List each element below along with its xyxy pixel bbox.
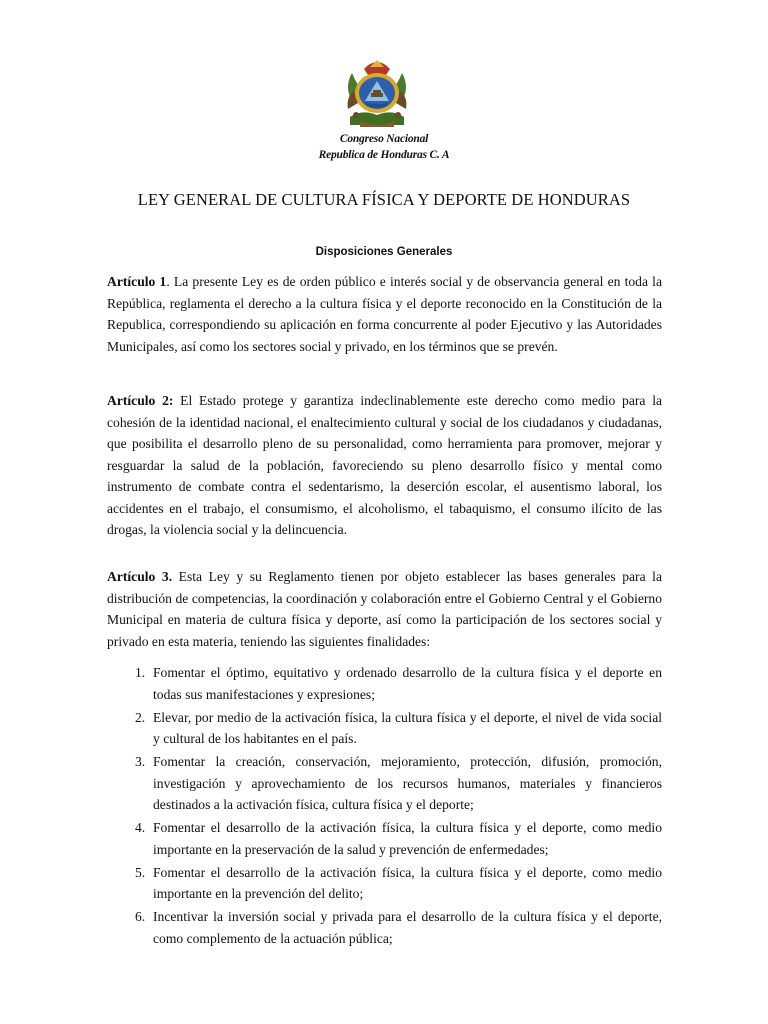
- list-item: [107, 906, 662, 949]
- article-label: Artículo 1: [107, 274, 167, 289]
- list-text: Fomentar el desarrollo de la activación física, la cultura física y el deporte, como medio importante en la preservación de la salud y prevención de enfermedades;: [153, 820, 662, 857]
- list-item: [107, 817, 662, 860]
- org-name: Congreso Nacional: [339, 133, 429, 145]
- article-text: Esta Ley y su Reglamento tienen por objeto establecer las bases generales para la distribución de competencias, la coordinación y colaboración entre el Gobierno Central y el Gobierno Municipal en materia de cultura física y deporte, así como la participación de los sectores social y privado en esta materia, teniendo las siguientes finalidades:: [107, 569, 662, 649]
- article-2: [107, 390, 662, 541]
- list-item: [107, 862, 662, 905]
- org-country: Republica de Honduras C. A: [318, 149, 450, 161]
- list-number: 1.: [135, 665, 146, 680]
- list-text: Fomentar el óptimo, equitativo y ordenado desarrollo de la cultura física y el deporte en todas sus manifestaciones y expresiones;: [153, 665, 662, 702]
- list-number: 4.: [135, 820, 146, 835]
- list-text: Fomentar el desarrollo de la activación física, la cultura física y el deporte, como medio importante en la prevención del delito;: [153, 864, 662, 901]
- article-text: El Estado protege y garantiza indeclinablemente este derecho como medio para la cohesión de la identidad nacional, el enaltecimiento cultural y social de los ciudadanos y ciudadanas, que posibilita el desarrollo pleno de su personalidad, como herramienta para promover, mejorar y resguardar la salud de la población, favoreciendo su pleno desarrollo físico y mental como instrumento de combate contra el sedentarismo, la deserción escolar, el ausentismo laboral, los accidentes en el trabajo, el consumismo, el alcoholismo, el tabaquismo, el consumo ilícito de las drogas, la violencia social y la delincuencia.: [107, 393, 663, 537]
- article-label: Artículo 2:: [107, 393, 174, 408]
- article-1: [107, 271, 662, 357]
- list-number: 2.: [135, 709, 146, 725]
- list-number: 6.: [135, 909, 146, 924]
- coat-of-arms-icon: [342, 57, 412, 129]
- list-item: [107, 707, 662, 750]
- list-number: 3.: [135, 754, 146, 769]
- article-label: Artículo 3.: [107, 569, 173, 584]
- list-text: Incentivar la inversión social y privada para el desarrollo de la cultura física y el deporte, como complemento de la actuación pública;: [153, 909, 662, 946]
- document-title: LEY GENERAL DE CULTURA FÍSICA Y DEPORTE DE HONDURAS: [137, 190, 631, 209]
- section-heading: Disposiciones Generales: [315, 246, 453, 258]
- list-text: Fomentar la creación, conservación, mejoramiento, protección, difusión, promoción, investigación y aprovechamiento de los recursos humanos, materiales y financieros destinados a la activación física, cultura física y el deporte;: [153, 754, 662, 812]
- article-3: [107, 566, 662, 652]
- list-item: [107, 662, 662, 705]
- list-number: 5.: [135, 864, 146, 880]
- list-item: [107, 751, 662, 816]
- purposes-list: [107, 662, 662, 951]
- article-text: . La presente Ley es de orden público e interés social y de observancia general en toda la República, reglamenta el derecho a la cultura física y el deporte reconocido en la Constitución de la Republica, correspondiendo su aplicación en forma concurrente al poder Ejecutivo y las Autoridades Municipales, así como los sectores social y privado, en los términos que se prevén.: [107, 274, 662, 354]
- list-text: Elevar, por medio de la activación física, la cultura física y el deporte, el nivel de vida social y cultural de los habitantes en el país.: [153, 709, 662, 746]
